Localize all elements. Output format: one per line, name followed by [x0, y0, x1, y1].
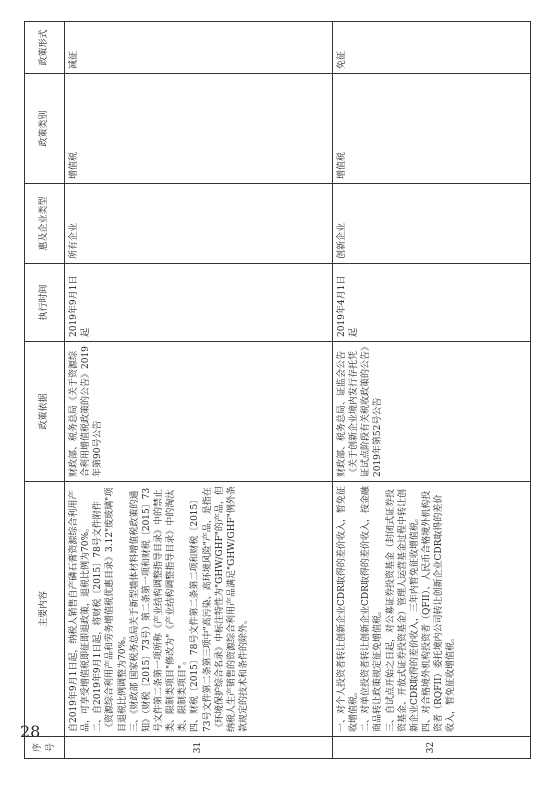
header-content: 主要内容: [25, 482, 65, 737]
header-form: 政策形式: [25, 22, 65, 74]
policy-table-rotated: [24, 22, 530, 759]
row-form: 减征: [65, 22, 333, 74]
row-basis: 财政部、税务总局、证监会公告《关于创新企业境内发行存托凭证试点阶段有关税收政策的公告》2019年第52号公告: [333, 342, 531, 482]
row-beneficiary: 创新企业: [333, 184, 531, 264]
content-paragraph: 一、对个人投资者转让创新企业CDR取得的差价收入，暂免征收增值税。: [337, 486, 360, 732]
row-category: 增值税: [333, 74, 531, 184]
row-seq: 31: [65, 737, 333, 759]
header-basis: 政策依据: [25, 342, 65, 482]
header-beneficiary: 惠及企业类型: [25, 184, 65, 264]
table-row: [333, 22, 531, 759]
row-content: [65, 482, 333, 737]
header-seq: 序号: [25, 737, 65, 759]
row-form: 免征: [333, 22, 531, 74]
content-paragraph: 四、财税〔2015〕78号文件第二条第二项和财税〔2015〕73号文件第二条第三项中"高污染、高环境风险"产品，是指在《环境保护综合名录》中标注特性为"GHW/GHF"的产品，但纳税人生产销售的资源综合利用产品满足"GHW/GHF"例外条款规定的技术和条件的除外。: [190, 486, 249, 732]
row-time: 2019年9月1日起: [65, 264, 333, 342]
header-category: 政策类别: [25, 74, 65, 184]
content-paragraph: 二、自2019年9月1日起，将财税〔2015〕78号文件附件《资源综合利用产品和劳务增值税优惠目录》3.12"废玻璃"项目退税比例调整为70%。: [93, 487, 128, 732]
content-paragraph: 自2019年9月1日起，纳税人销售自产磷石膏资源综合利用产品，可享受增值税即征即退政策，退税比例为70%。: [69, 490, 92, 732]
row-time: 2019年4月1日起: [333, 264, 531, 342]
table-header-row: [25, 22, 65, 759]
policy-table: [24, 21, 531, 759]
content-paragraph: 二、对单位投资者转让创新企业CDR取得的差价收入，按金融商品转让政策规定征免增值税。: [361, 486, 384, 732]
row-beneficiary: 所有企业: [65, 184, 333, 264]
row-content: [333, 482, 531, 737]
content-paragraph: 三、自试点开始之日起，对公募证券投资基金（封闭式证券投资基金、开放式证券投资基金）管理人运营基金过程中转让创新企业CDR取得的差价收入，三年内暂免征收增值税。: [385, 488, 420, 732]
table-row: [65, 22, 333, 759]
header-time: 执行时间: [25, 264, 65, 342]
content-paragraph: 三、《财政部 国家税务总局关于新型墙体材料增值税政策的通知》（财税〔2015〕73号）第二条第一项和财税〔2015〕73号文件第二条第一项所称《产业结构调整指导目录》中的禁止类、限制类项目"修改为"《产业结构调整指导目录》中的淘汰类、限制类项目"。: [129, 487, 189, 732]
row-category: 增值税: [65, 74, 333, 184]
row-seq: 32: [333, 737, 531, 759]
page-number: 28: [20, 722, 41, 741]
content-paragraph: 四、对合格境外机构投资者（QFII）、人民币合格境外机构投资者（RQFII）委托境内公司转让创新企业CDR取得的差价收入，暂免征收增值税。: [421, 490, 457, 732]
row-basis: 财政部、税务总局《关于资源综合利用增值税政策的公告》2019年第90号公告: [65, 342, 333, 482]
